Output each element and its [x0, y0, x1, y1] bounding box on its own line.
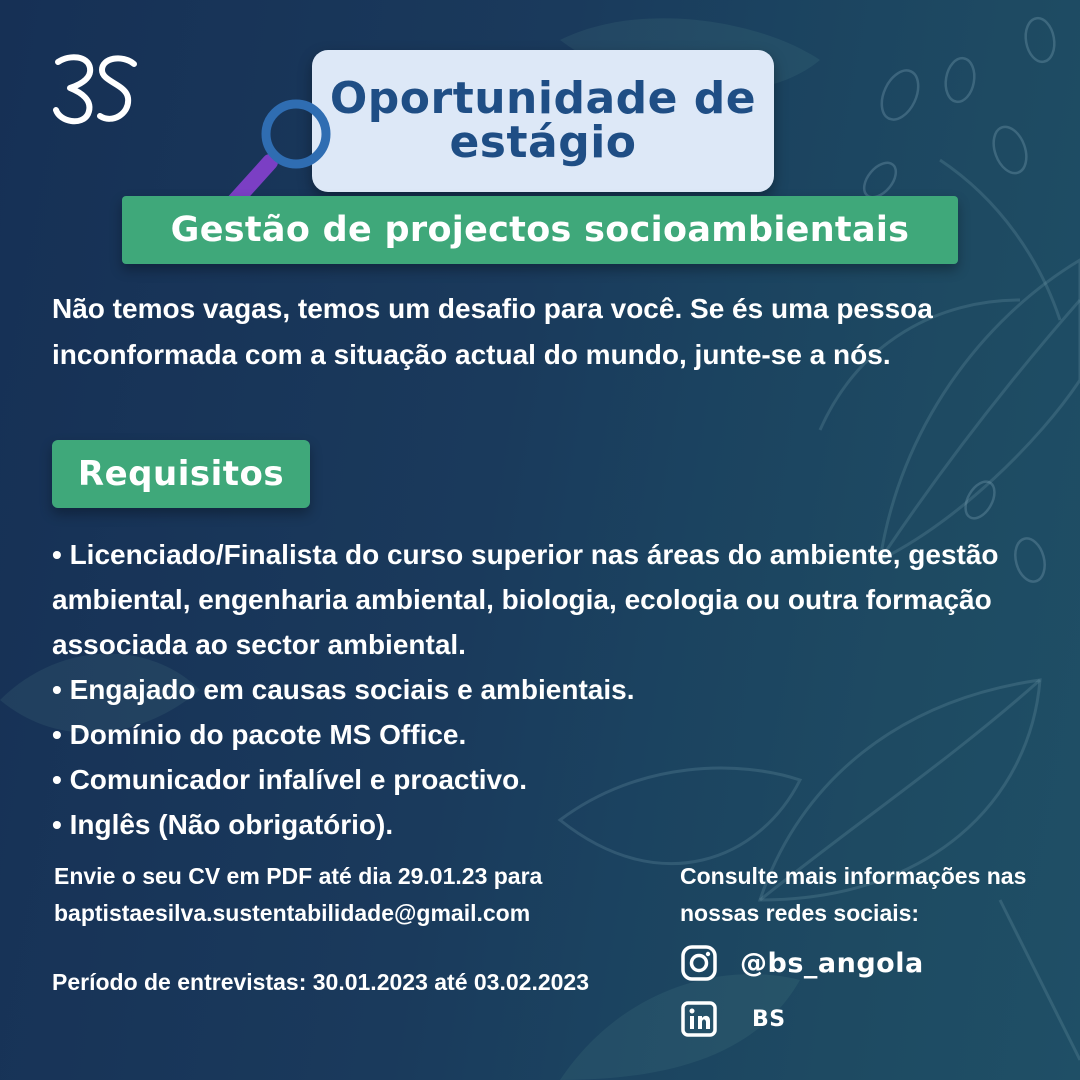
requirement-item: • Inglês (Não obrigatório).: [52, 809, 394, 840]
requirement-item: • Engajado em causas sociais e ambientais.: [52, 674, 635, 705]
requirements-heading: Requisitos: [77, 454, 285, 494]
requirements-list: [52, 532, 1052, 847]
instagram-handle: @bs_angola: [740, 947, 924, 979]
application-instructions: Envie o seu CV em PDF até dia 29.01.23 para baptistaesilva.sustentabilidade@gmail.com: [54, 863, 543, 926]
linkedin-handle: BS: [752, 1006, 786, 1032]
title-card: [312, 50, 774, 192]
requirement-item: • Licenciado/Finalista do curso superior nas áreas do ambiente, gestão ambiental, engenharia ambiental, biologia, ecologia ou outra formação associada ao sector ambiental.: [52, 539, 999, 660]
page-title: Oportunidade de estágio: [329, 73, 757, 168]
instagram-link[interactable]: [680, 944, 924, 982]
subtitle: Gestão de projectos socioambientais: [170, 210, 910, 250]
requirement-item: • Comunicador infalível e proactivo.: [52, 764, 528, 795]
intro-text: Não temos vagas, temos um desafio para você. Se és uma pessoa inconformada com a situação actual do mundo, junte-se a nós.: [52, 293, 933, 370]
requirements-banner: [52, 440, 310, 508]
linkedin-icon: [680, 1000, 718, 1038]
instagram-icon: [680, 944, 718, 982]
requirement-item: • Domínio do pacote MS Office.: [52, 719, 467, 750]
social-intro: Consulte mais informações nas nossas redes sociais:: [680, 863, 1027, 926]
linkedin-link[interactable]: [680, 1000, 786, 1038]
bs-butterfly-logo-icon: [50, 52, 142, 128]
interview-period: Período de entrevistas: 30.01.2023 até 03.02.2023: [52, 969, 589, 995]
subtitle-banner: [122, 196, 958, 264]
